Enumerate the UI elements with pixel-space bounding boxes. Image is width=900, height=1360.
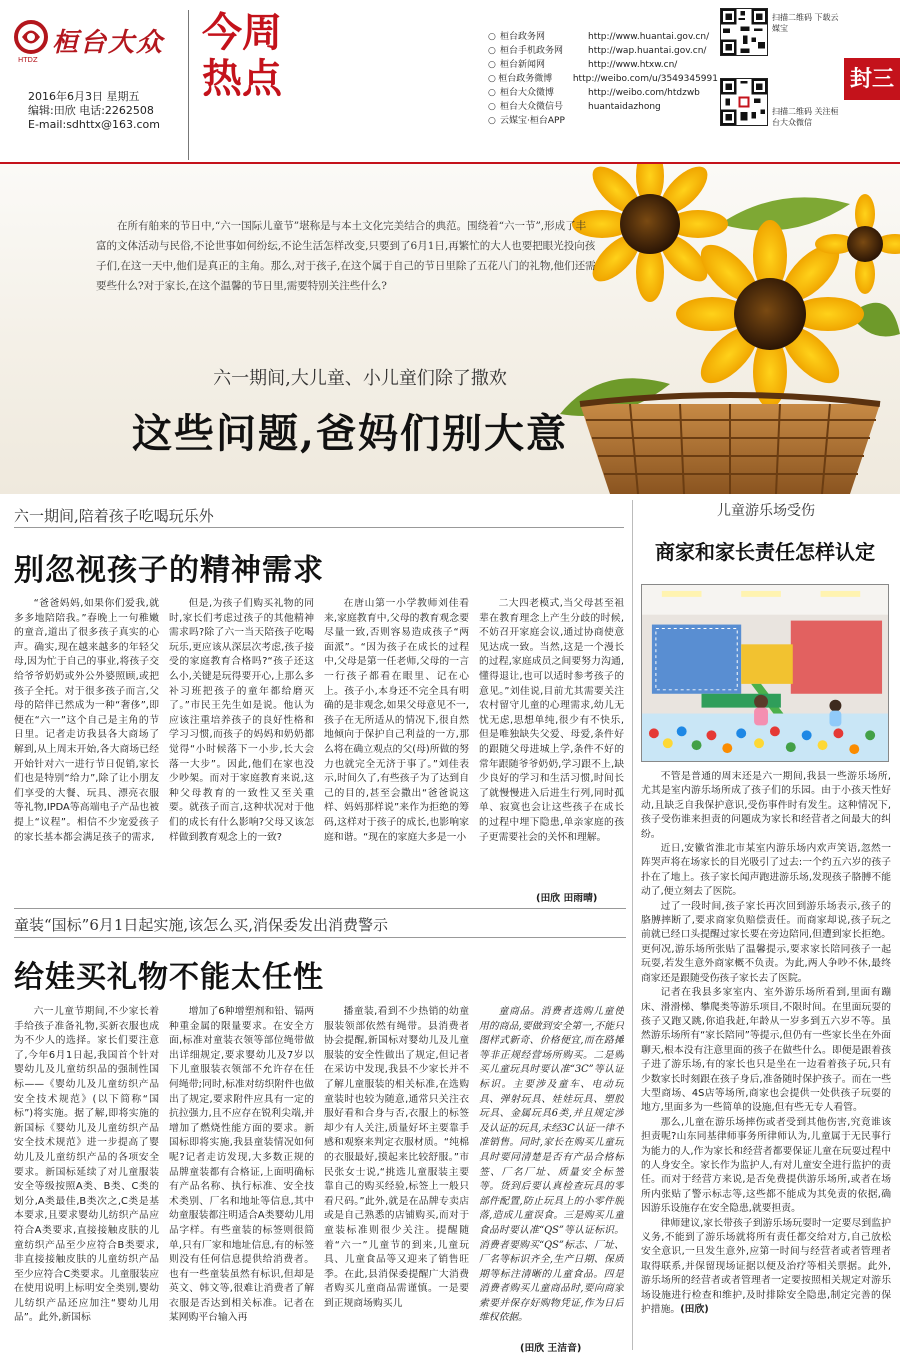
column-divider — [632, 500, 633, 1350]
article2-top-rule — [14, 908, 626, 909]
link-row[interactable]: ○ 桓台政务微博 http://weibo.com/u/3549345991 — [488, 74, 718, 84]
link-row[interactable]: ○ 桓台大众微博 http://weibo.com/htdzwb — [488, 88, 700, 98]
bullet-icon: ○ — [488, 74, 496, 84]
article1-col-2: 但是,为孩子们购买礼物的同时,家长们考虑过孩子的其他精神需求吗?除了六一当天陪孩子吃喝玩乐,更应该从深层次考虑,孩子接受的家庭教育合格吗?“孩子还这么小,关键是玩得要开心,上那么多补习班把孩子的童年都给磨灭了。”市民王先生如是说。他认为应该注重培养孩子的良好性格和学习习惯,而孩子的妈妈和奶奶都觉得“小时候落下一小步,长大会落一大步”。因此,他们在家也没少吵架。而对于家庭教育来说,这种父母教育的一致性又至关重要。就孩子而言,这种状况对于他们的成长有什么影响?父母又该怎样做到教育观念上的一致? — [169, 598, 314, 843]
logo-swirl-icon — [14, 20, 48, 54]
bullet-icon: ○ — [488, 32, 496, 42]
hero-headline: 这些问题,爸妈们别大意 — [132, 410, 568, 457]
playground-photo — [641, 584, 889, 762]
section-title: 今周热点 — [202, 9, 282, 102]
hero-intro: 在所有舶来的节日中,“六一国际儿童节”堪称是与本土文化完美结合的典范。围绕着“六一节”,形成了丰富的文体活动与民俗,不论世事如何纷纭,不论生活怎样改变,只要到了6月1日,再繁忙的大人也要把眼光投向孩子们,在这一天中,他们是真正的主角。那么,对于孩子,在这个属于自己的节日里除了五花八门的礼物,他们还需要些什么?对于家长,在这个温馨的节日里,需要特别关注些什么? — [96, 220, 596, 292]
page-label: 封三 — [844, 58, 900, 100]
article1-col-4: 二大四老模式,当父母甚至祖辈在教育理念上产生分歧的时候,不妨召开家庭会议,通过协商使意见达成一致。当然,这是一个漫长的过程,家庭成员之间要努力沟通,懂得退让,也可以适时参考孩子的意见。”刘佳说,目前尤其需要关注农村留守儿童的心理需求,幼儿无忧无虑,思想单纯,很少有不快乐,但是唯独缺失父爱、母爱,条件好的跟随父母进城上学,条件不好的常年跟随爷爷奶奶,学习跟不上,缺少良好的学习和生活习惯,时间长了就慢慢进入后进生行列,同时孤单、寂寞也会让这些孩子在成长的过程中埋下隐患,单亲家庭的孩子更需要社会的关怀和理解。 — [479, 598, 624, 843]
paper-logo — [14, 12, 189, 62]
masthead — [0, 0, 900, 163]
article1-kicker: 六一期间,陪着孩子吃喝玩乐外 — [14, 507, 214, 525]
email-line: E-mail:sdhttx@163.com — [28, 118, 160, 131]
article2-kicker: 童装“国标”6月1日起实施,该怎么买,消保委发出消费警示 — [14, 916, 388, 934]
paper-abbrev: HTDZ — [18, 56, 38, 64]
article1-col-1: “爸爸妈妈,如果你们爱我,就多多地陪陪我。”春晚上一句稚嫩的童音,道出了很多孩子真实的心声。确实,现在越来越多的年轻父母,因为忙于自己的事业,将孩子交给爷爷奶奶或外公外婆照顾,或把孩子全托。对于很多孩子而言,父母的陪伴已然成为一种“奢侈”,即便在“六一”这个自己是主角的节日里。记者走访我县各大商场了解到,从上周末开始,各大商场已经开始针对六一进行节日促销,家长们也是特别“给力”,除了让小朋友们享受的大餐、玩具、漂亮衣服等礼物,IPDA等高端电子产品也被提上“议程”。相信不少宠爱孩子的家长基本都会满足孩子的需求, — [14, 598, 159, 843]
article3-byline: (田欣) — [680, 1304, 709, 1316]
article2-col-2: 增加了6种增塑剂和铅、镉两种重金属的限量要求。在安全方面,标准对童装衣领等部位绳带做出详细规定,要求婴幼儿及7岁以下儿童服装衣领部不允许存在任何绳带;同时,标准对纺织附件也做出了规定,要求附件应具有一定的抗拉强力,且不应存在锐利尖端,并增加了燃烧性能方面的要求。新国标即将实施,我县童装情况如何呢?记者走访发现,大多数正规的品牌童装都有合格证,上面明确标有产品名称、执行标准、安全技术类别、厂名和地址等信息,其中幼童服装都注明适合A类婴幼儿用品字样。有些童装的标签则很简单,只有厂家和地址信息,有的标签则没有任何信息提供给消费者。也有一些童装虽然有标识,但却是英文、韩文等,很难让消费者了解衣服是否达到相关标准。记者在某网购平台输入再 — [169, 1006, 314, 1324]
bullet-icon: ○ — [488, 60, 496, 70]
link-row[interactable]: ○ 桓台政务网 http://www.huantai.gov.cn/ — [488, 32, 710, 42]
qr-caption-wechat: 扫描二维码 关注桓台大众微信 — [772, 107, 839, 127]
article2-rule — [14, 937, 626, 938]
bullet-icon: ○ — [488, 116, 496, 126]
qr-code-wechat-icon[interactable] — [720, 78, 768, 126]
paper-name: 桓台大众 — [52, 28, 165, 58]
issue-info — [28, 90, 160, 132]
article2-body — [14, 1005, 626, 1345]
link-row[interactable]: ○ 云媒宝·桓台APP — [488, 116, 565, 126]
link-row[interactable]: ○ 桓台手机政务网 http://wap.huantai.gov.cn/ — [488, 46, 707, 56]
article1-rule — [14, 527, 624, 528]
bullet-icon: ○ — [488, 102, 496, 112]
article1-headline: 别忽视孩子的精神需求 — [14, 553, 324, 588]
qr-caption-app: 扫描二维码 下载云媒宝 — [772, 13, 839, 33]
link-row[interactable]: ○ 桓台新闻网 http://www.htxw.cn/ — [488, 60, 678, 70]
editor-line: 编辑:田欣 电话:2262508 — [28, 104, 154, 117]
hero-banner — [0, 164, 900, 494]
article2-col-3: 播童装,看到不少热销的幼童服装领部依然有绳带。县消费者协会提醒,新国标对婴幼儿及儿童服装的安全性做出了规定,但记者在采访中发现,我县不少家长并不了解儿童服装的相关标准,在选购童装时也较为随意,通常只关注衣服好看和合身与否,衣服上的标签却少有人关注,质量好坏主要靠手感和观察来判定衣服材质。“纯棉的衣服最好,摸起来比较舒服。”市民张女士说,“挑选儿童服装主要靠自己的购买经验,标签上一般只看尺码。”此外,就是在品牌专卖店或是自己熟悉的店铺购买,而对于童装标准则很少关注。提醒随着“六一”儿童节的到来,儿童玩具、儿童食品等又迎来了销售旺季。在此,县消保委提醒广大消费者购买儿童商品需谨慎。一是要到正规商场购买儿 — [324, 1006, 469, 1309]
article3-body: 不管是普通的周末还是六一期间,我县一些游乐场所,尤其是室内游乐场所成了孩子们的乐园。由于小孩天性好动,且缺乏自我保护意识,受伤事件时有发生。这种情况下,孩子受伤谁来担责的问题成为家长和经营者之间最大的纠纷。 近日,安徽省淮北市某室内游乐场内欢声笑语,忽然一阵哭声将在场家长的目光吸引了过去:一个约五六岁的孩子扑在了地上。孩子家长闻声跑进游乐场,发现孩子胳膊不能动了,便立刻去了医院。 过了一段时间,孩子家长再次回到游乐场表示,孩子的胳膊摔断了,要求商家负赔偿责任。而商家却说,孩子玩之前就已经口头提醒过家长要在旁边陪同,但遭到家长拒绝。更何况,游乐场所张贴了温馨提示,要求家长陪同孩子一起玩耍,若发生意外商家概不负责。为此,两人争吵不休,最终商家还是跟随受伤孩子家长去了医院。 记者在我县多家室内、室外游乐场所看到,里面有蹦床、滑滑梯、攀爬类等游乐项目,不限时间。在里面玩耍的孩子又跑又跳,你追我赶,年龄从一岁多到五六岁不等。虽然游乐场所有“家长陪同”等提示,但仍有一些家长坐在外面聊天,根本没有注意里面的孩子在做些什么。即便是跟着孩子进了游乐场,有的家长也只是坐在一边看着孩子玩,只有少数家长时刻跟在孩子身后,准备随时保护孩子。而在一些大型商场、4S店等场所,商家也会提供一处供孩子玩耍的地方,里面多为一些简单的设施,但有些无专人看管。 那么,儿童在游乐场摔伤或者受到其他伤害,究竟谁该担责呢?山东同基律师事务所律师认为,儿童属于无民事行为能力的人,作为家长和经营者都要保证儿童在玩耍过程中的人身安全。家长作为监护人,有对儿童安全进行监护的责任。而对于经营方来说,是否免费提供游乐场所,或者在场所内张贴了警示标志等,这些都不能成为其免责的依据,确因游乐设施存在安全隐患,就要担责。 律师建议,家长带孩子到游乐场玩耍时一定要尽到监护义务,不能到了游乐场就将所有责任都交给对方,自己放松安全意识,一旦发生意外,应第一时间与经营者或者管理者取得联系,并保留现场证据以便及治疗等相关票据。此外,游乐场所的经营者或者管理者一定要按照相关规定对游乐场设施进行检查和维护,及时排除安全隐患,制定完善的保护措施。(田欣) — [641, 771, 891, 1316]
link-row[interactable]: ○ 桓台大众微信号 huantaidazhong — [488, 102, 661, 112]
article1-body — [14, 597, 626, 899]
article2-byline: (田欣 王洁音) — [520, 1343, 582, 1354]
issue-date: 2016年6月3日 星期五 — [28, 90, 140, 103]
article1-byline: (田欣 田雨晴) — [536, 893, 598, 904]
article1-col-3: 在唐山第一小学教师刘佳看来,家庭教育中,父母的教育观念要尽量一致,否则容易造成孩子“两面派”。“因为孩子在成长的过程中,父母是第一任老师,父母的一言一行孩子都看在眼里、记在心上。孩子小,本身还不完全具有明确的是非观念,如果父母意见不一,孩子在无所适从的情况下,很自然地倾向于保护自己利益的一方,那么将在确立观点的父(母)所做的努力也就完全无济于事了。”刘佳表示,时间久了,有些孩子为了达到自己的目的,甚至会撒出“爸爸说这样、妈妈那样说”来作为拒绝的筹码,这样对于孩子的成长,也影响家庭和谐。“现在的家庭大多是一小 — [324, 598, 469, 843]
article2-col-1: 六一儿童节期间,不少家长着手给孩子准备礼物,买新衣服也成为不少人的选择。家长们要注意了,今年6月1日起,我国首个针对婴幼儿及儿童纺织品的强制性国标——《婴幼儿及儿童纺织产品安全技术规范》(以下简称“国标”)将实施。据了解,即将实施的新国标《婴幼儿及儿童纺织产品安全技术规范》进一步提高了婴幼儿及儿童纺织产品的各项安全要求。新国标延续了对儿童服装安全等级按照A类、B类、C类的划分,A类最佳,B类次之,C类是基本要求,且要求婴幼儿纺织产品应符合A类要求,直接接触皮肤的儿童纺织产品至少应符合B类要求,非直接接触皮肤的儿童纺织产品至少应符合C类要求。儿童服装应在使用说明上标明安全类别,婴幼儿纺织产品还应加注“婴幼儿用品”。此外,新国标 — [14, 1006, 159, 1324]
article3-headline: 商家和家长责任怎样认定 — [655, 540, 875, 564]
hero-kicker: 六一期间,大儿童、小儿童们除了撒欢 — [213, 368, 507, 389]
article2-col-4: 童商品。消费者选购儿童使用的商品,要做到安全第一,不能只图样式新奇、价格便宜,而在路摊等非正规经营场所购买。二是购买儿童玩具时要认准“3C”等认证标识。主要涉及童车、电动玩具、弹射玩具、娃娃玩具、塑胶玩具、金属玩具6类,并且规定涉及认证的玩具,未经3C认证一律不准销售。同时,家长在购买儿童玩具时要同清楚是否有产品合格标签、厂名厂址、质量安全标签等。货到后要认真检查玩具的零部件配置,防止玩具上的小零件脱落,造成儿童误食。三是购买儿童食品时要认准“QS”等认证标识。消费者要购买“QS”标志、厂址、厂名等标识齐全,生产日期、保质期等标注清晰的儿童食品。四是消费者购买儿童商品时,要向商家索要并保存好购物凭证,作为日后维权依据。 — [479, 1006, 624, 1324]
bullet-icon: ○ — [488, 88, 496, 98]
bullet-icon: ○ — [488, 46, 496, 56]
masthead-divider — [188, 10, 189, 160]
article2-headline: 给娃买礼物不能太任性 — [14, 960, 324, 995]
article3-kicker: 儿童游乐场受伤 — [717, 503, 815, 519]
media-links — [488, 30, 718, 128]
qr-code-app-icon[interactable] — [720, 8, 768, 56]
